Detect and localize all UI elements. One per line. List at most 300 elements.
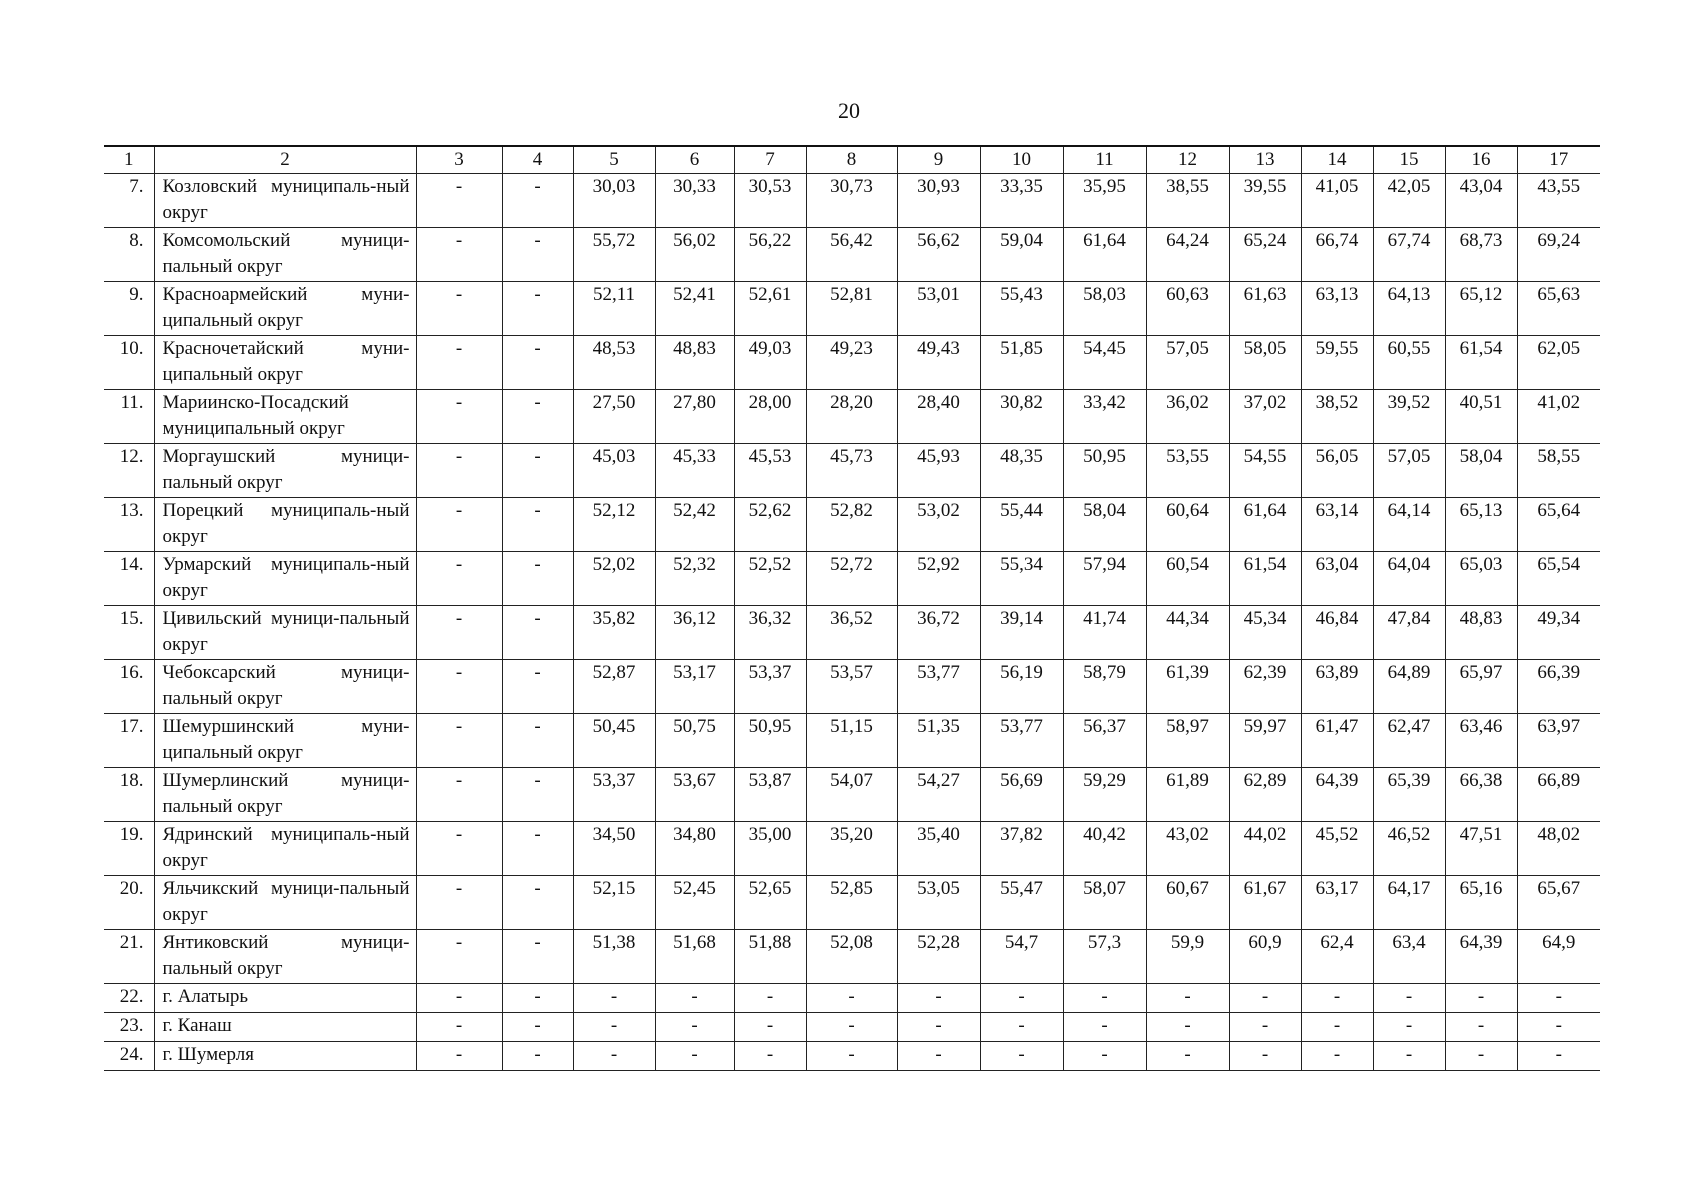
value-cell: 64,39 [1445, 930, 1517, 984]
value-cell: 52,65 [734, 876, 806, 930]
municipality-name-cell: Мариинско-Посадский муниципальный округ [154, 390, 416, 444]
value-cell: 55,34 [980, 552, 1063, 606]
value-cell: 44,02 [1229, 822, 1301, 876]
value-cell: 61,54 [1229, 552, 1301, 606]
value-cell: 64,9 [1517, 930, 1600, 984]
value-cell: 54,55 [1229, 444, 1301, 498]
value-cell: - [1301, 984, 1373, 1013]
row-number-cell: 11. [104, 390, 154, 444]
value-cell: - [502, 336, 573, 390]
value-cell: 53,67 [655, 768, 734, 822]
value-cell: 52,61 [734, 282, 806, 336]
value-cell: 42,05 [1373, 174, 1445, 228]
value-cell: - [416, 444, 502, 498]
value-cell: 64,24 [1146, 228, 1229, 282]
value-cell: 59,97 [1229, 714, 1301, 768]
value-cell: 28,20 [806, 390, 897, 444]
value-cell: 49,34 [1517, 606, 1600, 660]
value-cell: 36,52 [806, 606, 897, 660]
value-cell: - [1229, 1013, 1301, 1042]
value-cell: 62,05 [1517, 336, 1600, 390]
table-row [104, 822, 1600, 876]
value-cell: - [1146, 984, 1229, 1013]
value-cell: - [502, 1042, 573, 1071]
value-cell: 33,35 [980, 174, 1063, 228]
value-cell: 30,73 [806, 174, 897, 228]
table-row [104, 930, 1600, 984]
value-cell: 53,57 [806, 660, 897, 714]
value-cell: 52,82 [806, 498, 897, 552]
row-number-cell: 18. [104, 768, 154, 822]
value-cell: - [502, 174, 573, 228]
page-number: 20 [838, 98, 860, 123]
value-cell: - [416, 1013, 502, 1042]
value-cell: 49,03 [734, 336, 806, 390]
value-cell: - [502, 552, 573, 606]
value-cell: 61,63 [1229, 282, 1301, 336]
value-cell: 63,13 [1301, 282, 1373, 336]
municipality-name-cell: Яльчикский муници-пальный округ [154, 876, 416, 930]
value-cell: 50,75 [655, 714, 734, 768]
value-cell: 61,64 [1229, 498, 1301, 552]
value-cell: 53,87 [734, 768, 806, 822]
value-cell: - [1445, 984, 1517, 1013]
column-number-header: 1 [104, 146, 154, 174]
value-cell: - [416, 768, 502, 822]
value-cell: 34,50 [573, 822, 655, 876]
value-cell: 57,3 [1063, 930, 1146, 984]
value-cell: 30,33 [655, 174, 734, 228]
value-cell: 30,03 [573, 174, 655, 228]
value-cell: - [806, 984, 897, 1013]
value-cell: 65,64 [1517, 498, 1600, 552]
table-row [104, 606, 1600, 660]
value-cell: 60,67 [1146, 876, 1229, 930]
value-cell: 36,32 [734, 606, 806, 660]
value-cell: - [573, 984, 655, 1013]
value-cell: 52,28 [897, 930, 980, 984]
municipality-name-cell: Чебоксарский муници-пальный округ [154, 660, 416, 714]
value-cell: - [416, 336, 502, 390]
value-cell: 49,43 [897, 336, 980, 390]
value-cell: 63,4 [1373, 930, 1445, 984]
value-cell: 48,83 [1445, 606, 1517, 660]
value-cell: 54,7 [980, 930, 1063, 984]
value-cell: 59,9 [1146, 930, 1229, 984]
value-cell: 54,45 [1063, 336, 1146, 390]
value-cell: 65,16 [1445, 876, 1517, 930]
value-cell: 59,29 [1063, 768, 1146, 822]
value-cell: 47,51 [1445, 822, 1517, 876]
value-cell: 51,88 [734, 930, 806, 984]
value-cell: 62,47 [1373, 714, 1445, 768]
value-cell: 35,82 [573, 606, 655, 660]
value-cell: 40,42 [1063, 822, 1146, 876]
value-cell: - [1301, 1042, 1373, 1071]
value-cell: 65,97 [1445, 660, 1517, 714]
value-cell: 45,73 [806, 444, 897, 498]
value-cell: 62,39 [1229, 660, 1301, 714]
value-cell: 58,04 [1063, 498, 1146, 552]
value-cell: - [416, 282, 502, 336]
value-cell: - [416, 228, 502, 282]
value-cell: - [1517, 1042, 1600, 1071]
column-number-header: 11 [1063, 146, 1146, 174]
table-header-row [104, 146, 1600, 174]
value-cell: 61,47 [1301, 714, 1373, 768]
value-cell: 60,55 [1373, 336, 1445, 390]
value-cell: 51,15 [806, 714, 897, 768]
value-cell: 45,52 [1301, 822, 1373, 876]
value-cell: 58,97 [1146, 714, 1229, 768]
row-number-cell: 8. [104, 228, 154, 282]
municipality-name-cell: Шумерлинский муници-пальный округ [154, 768, 416, 822]
value-cell: 40,51 [1445, 390, 1517, 444]
value-cell: - [806, 1042, 897, 1071]
value-cell: 61,54 [1445, 336, 1517, 390]
municipality-name-cell: Урмарский муниципаль-ный округ [154, 552, 416, 606]
value-cell: 46,84 [1301, 606, 1373, 660]
value-cell: 27,80 [655, 390, 734, 444]
value-cell: 64,13 [1373, 282, 1445, 336]
table-row [104, 1013, 1600, 1042]
value-cell: 63,97 [1517, 714, 1600, 768]
value-cell: - [734, 984, 806, 1013]
value-cell: 56,19 [980, 660, 1063, 714]
value-cell: 61,64 [1063, 228, 1146, 282]
value-cell: 65,39 [1373, 768, 1445, 822]
value-cell: 55,43 [980, 282, 1063, 336]
row-number-cell: 21. [104, 930, 154, 984]
value-cell: 46,52 [1373, 822, 1445, 876]
value-cell: 37,02 [1229, 390, 1301, 444]
value-cell: 56,22 [734, 228, 806, 282]
value-cell: 35,20 [806, 822, 897, 876]
value-cell: 52,85 [806, 876, 897, 930]
value-cell: 34,80 [655, 822, 734, 876]
value-cell: 48,53 [573, 336, 655, 390]
value-cell: - [980, 1013, 1063, 1042]
value-cell: - [1373, 1042, 1445, 1071]
value-cell: 66,74 [1301, 228, 1373, 282]
municipality-name-cell: г. Шумерля [154, 1042, 416, 1071]
value-cell: - [655, 984, 734, 1013]
value-cell: 45,03 [573, 444, 655, 498]
row-number-cell: 12. [104, 444, 154, 498]
value-cell: 59,55 [1301, 336, 1373, 390]
value-cell: 57,05 [1146, 336, 1229, 390]
municipality-name-cell: Красночетайский муни-ципальный округ [154, 336, 416, 390]
table-row [104, 984, 1600, 1013]
value-cell: 61,67 [1229, 876, 1301, 930]
column-number-header: 6 [655, 146, 734, 174]
value-cell: 67,74 [1373, 228, 1445, 282]
municipality-name-cell: Ядринский муниципаль-ный округ [154, 822, 416, 876]
value-cell: 53,77 [897, 660, 980, 714]
table-row [104, 498, 1600, 552]
column-number-header: 5 [573, 146, 655, 174]
value-cell: 35,95 [1063, 174, 1146, 228]
value-cell: 53,01 [897, 282, 980, 336]
value-cell: - [1517, 984, 1600, 1013]
value-cell: 49,23 [806, 336, 897, 390]
value-cell: 63,14 [1301, 498, 1373, 552]
value-cell: 52,42 [655, 498, 734, 552]
value-cell: 64,17 [1373, 876, 1445, 930]
value-cell: - [416, 822, 502, 876]
indicator-table [104, 145, 1600, 1071]
value-cell: - [502, 444, 573, 498]
value-cell: - [806, 1013, 897, 1042]
value-cell: - [502, 606, 573, 660]
table-body [104, 146, 1600, 1071]
row-number-cell: 15. [104, 606, 154, 660]
value-cell: 28,40 [897, 390, 980, 444]
value-cell: 52,52 [734, 552, 806, 606]
value-cell: 38,55 [1146, 174, 1229, 228]
value-cell: 53,77 [980, 714, 1063, 768]
value-cell: 61,89 [1146, 768, 1229, 822]
value-cell: - [416, 714, 502, 768]
value-cell: 39,52 [1373, 390, 1445, 444]
value-cell: 66,89 [1517, 768, 1600, 822]
value-cell: 60,9 [1229, 930, 1301, 984]
municipality-name-cell: Комсомольский муници-пальный округ [154, 228, 416, 282]
value-cell: 52,12 [573, 498, 655, 552]
value-cell: 63,17 [1301, 876, 1373, 930]
value-cell: 48,35 [980, 444, 1063, 498]
value-cell: - [502, 984, 573, 1013]
value-cell: 64,39 [1301, 768, 1373, 822]
value-cell: 50,95 [1063, 444, 1146, 498]
value-cell: - [1373, 1013, 1445, 1042]
value-cell: 27,50 [573, 390, 655, 444]
table-row [104, 282, 1600, 336]
value-cell: 61,39 [1146, 660, 1229, 714]
value-cell: - [502, 714, 573, 768]
value-cell: 55,72 [573, 228, 655, 282]
value-cell: - [897, 1042, 980, 1071]
value-cell: 39,55 [1229, 174, 1301, 228]
value-cell: 56,69 [980, 768, 1063, 822]
value-cell: 33,42 [1063, 390, 1146, 444]
table-row [104, 390, 1600, 444]
table-row [104, 714, 1600, 768]
value-cell: 63,46 [1445, 714, 1517, 768]
value-cell: 60,63 [1146, 282, 1229, 336]
value-cell: 43,55 [1517, 174, 1600, 228]
value-cell: 51,68 [655, 930, 734, 984]
value-cell: 58,04 [1445, 444, 1517, 498]
municipality-name-cell: Моргаушский муници-пальный округ [154, 444, 416, 498]
value-cell: - [416, 660, 502, 714]
value-cell: 52,08 [806, 930, 897, 984]
value-cell: - [502, 390, 573, 444]
value-cell: 37,82 [980, 822, 1063, 876]
value-cell: 65,13 [1445, 498, 1517, 552]
value-cell: - [573, 1042, 655, 1071]
value-cell: 52,41 [655, 282, 734, 336]
value-cell: 51,38 [573, 930, 655, 984]
value-cell: 52,32 [655, 552, 734, 606]
table-row [104, 444, 1600, 498]
value-cell: 58,03 [1063, 282, 1146, 336]
value-cell: 60,64 [1146, 498, 1229, 552]
value-cell: 65,67 [1517, 876, 1600, 930]
value-cell: - [734, 1013, 806, 1042]
value-cell: - [416, 552, 502, 606]
municipality-name-cell: г. Алатырь [154, 984, 416, 1013]
value-cell: - [897, 1013, 980, 1042]
value-cell: 52,92 [897, 552, 980, 606]
value-cell: 48,02 [1517, 822, 1600, 876]
value-cell: 53,05 [897, 876, 980, 930]
column-number-header: 4 [502, 146, 573, 174]
value-cell: - [980, 1042, 1063, 1071]
municipality-name-cell: Шемуршинский муни-ципальный округ [154, 714, 416, 768]
column-number-header: 8 [806, 146, 897, 174]
value-cell: 52,72 [806, 552, 897, 606]
table-row [104, 768, 1600, 822]
value-cell: - [502, 282, 573, 336]
value-cell: 66,38 [1445, 768, 1517, 822]
value-cell: 52,11 [573, 282, 655, 336]
value-cell: 68,73 [1445, 228, 1517, 282]
municipality-name-cell: Порецкий муниципаль-ный округ [154, 498, 416, 552]
value-cell: 56,37 [1063, 714, 1146, 768]
value-cell: 45,53 [734, 444, 806, 498]
table-row [104, 552, 1600, 606]
column-number-header: 16 [1445, 146, 1517, 174]
value-cell: 57,05 [1373, 444, 1445, 498]
value-cell: 53,02 [897, 498, 980, 552]
column-number-header: 10 [980, 146, 1063, 174]
value-cell: 53,37 [734, 660, 806, 714]
value-cell: 62,89 [1229, 768, 1301, 822]
row-number-cell: 22. [104, 984, 154, 1013]
value-cell: 45,93 [897, 444, 980, 498]
value-cell: 65,03 [1445, 552, 1517, 606]
table-row [104, 1042, 1600, 1071]
value-cell: 30,53 [734, 174, 806, 228]
value-cell: 51,85 [980, 336, 1063, 390]
value-cell: - [416, 1042, 502, 1071]
row-number-cell: 10. [104, 336, 154, 390]
value-cell: - [734, 1042, 806, 1071]
municipality-name-cell: Красноармейский муни-ципальный округ [154, 282, 416, 336]
value-cell: - [502, 660, 573, 714]
value-cell: - [1063, 1042, 1146, 1071]
table-row [104, 336, 1600, 390]
value-cell: - [1146, 1042, 1229, 1071]
value-cell: 53,17 [655, 660, 734, 714]
value-cell: - [502, 876, 573, 930]
value-cell: 56,62 [897, 228, 980, 282]
value-cell: 56,42 [806, 228, 897, 282]
value-cell: - [502, 822, 573, 876]
value-cell: 64,04 [1373, 552, 1445, 606]
column-number-header: 17 [1517, 146, 1600, 174]
value-cell: 65,24 [1229, 228, 1301, 282]
value-cell: 44,34 [1146, 606, 1229, 660]
value-cell: 43,02 [1146, 822, 1229, 876]
value-cell: 28,00 [734, 390, 806, 444]
value-cell: - [502, 930, 573, 984]
value-cell: 62,4 [1301, 930, 1373, 984]
value-cell: - [416, 174, 502, 228]
value-cell: 55,44 [980, 498, 1063, 552]
value-cell: 39,14 [980, 606, 1063, 660]
value-cell: - [1063, 1013, 1146, 1042]
value-cell: 52,87 [573, 660, 655, 714]
value-cell: - [416, 930, 502, 984]
table-row [104, 876, 1600, 930]
value-cell: 52,45 [655, 876, 734, 930]
value-cell: 64,14 [1373, 498, 1445, 552]
value-cell: 52,15 [573, 876, 655, 930]
row-number-cell: 7. [104, 174, 154, 228]
value-cell: - [416, 498, 502, 552]
row-number-cell: 14. [104, 552, 154, 606]
value-cell: - [1063, 984, 1146, 1013]
table-row [104, 228, 1600, 282]
value-cell: - [1373, 984, 1445, 1013]
value-cell: 36,12 [655, 606, 734, 660]
table-row [104, 660, 1600, 714]
table-row [104, 174, 1600, 228]
row-number-cell: 16. [104, 660, 154, 714]
value-cell: 55,47 [980, 876, 1063, 930]
value-cell: 41,05 [1301, 174, 1373, 228]
value-cell: - [980, 984, 1063, 1013]
value-cell: 45,33 [655, 444, 734, 498]
value-cell: 41,02 [1517, 390, 1600, 444]
value-cell: - [502, 768, 573, 822]
row-number-cell: 23. [104, 1013, 154, 1042]
value-cell: - [655, 1013, 734, 1042]
value-cell: 65,63 [1517, 282, 1600, 336]
value-cell: 45,34 [1229, 606, 1301, 660]
value-cell: - [502, 498, 573, 552]
value-cell: 54,27 [897, 768, 980, 822]
value-cell: 64,89 [1373, 660, 1445, 714]
value-cell: 50,95 [734, 714, 806, 768]
value-cell: 30,93 [897, 174, 980, 228]
value-cell: - [1146, 1013, 1229, 1042]
value-cell: 41,74 [1063, 606, 1146, 660]
municipality-name-cell: Янтиковский муници-пальный округ [154, 930, 416, 984]
value-cell: 35,00 [734, 822, 806, 876]
value-cell: 35,40 [897, 822, 980, 876]
column-number-header: 12 [1146, 146, 1229, 174]
value-cell: - [897, 984, 980, 1013]
value-cell: 59,04 [980, 228, 1063, 282]
value-cell: 50,45 [573, 714, 655, 768]
value-cell: 54,07 [806, 768, 897, 822]
value-cell: 63,89 [1301, 660, 1373, 714]
value-cell: - [416, 390, 502, 444]
value-cell: 58,05 [1229, 336, 1301, 390]
value-cell: 52,02 [573, 552, 655, 606]
row-number-cell: 20. [104, 876, 154, 930]
value-cell: - [1229, 1042, 1301, 1071]
value-cell: 43,04 [1445, 174, 1517, 228]
column-number-header: 2 [154, 146, 416, 174]
row-number-cell: 17. [104, 714, 154, 768]
value-cell: 63,04 [1301, 552, 1373, 606]
value-cell: 58,55 [1517, 444, 1600, 498]
value-cell: 56,05 [1301, 444, 1373, 498]
